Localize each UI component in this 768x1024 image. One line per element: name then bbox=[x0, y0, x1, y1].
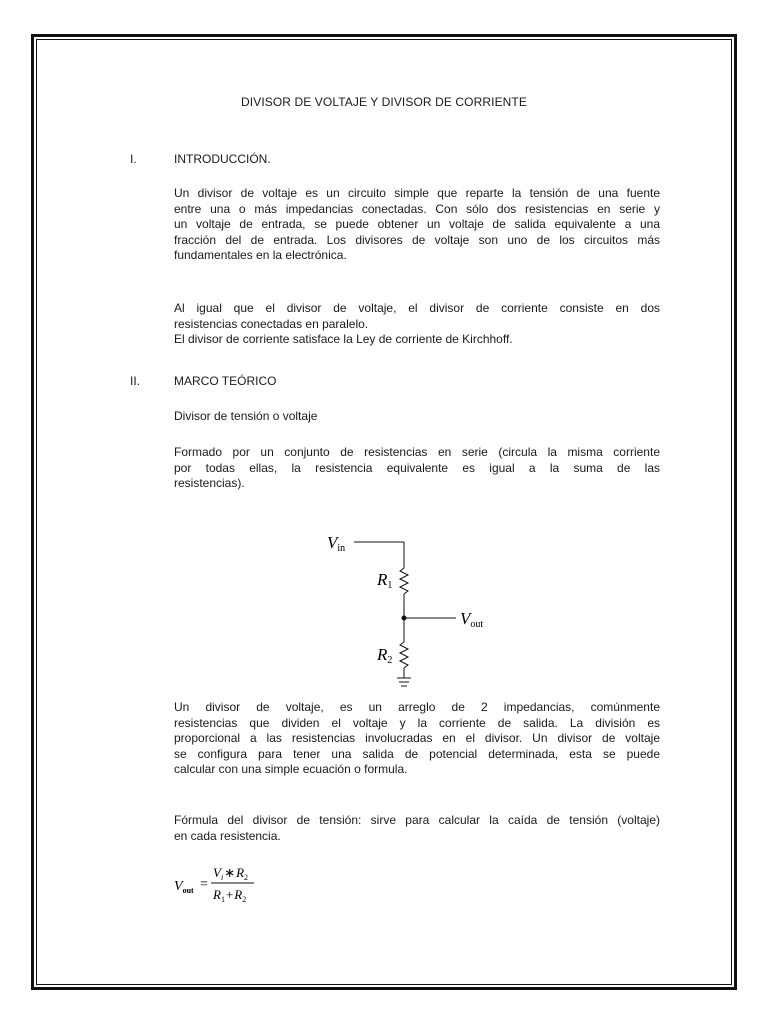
subheading-voltage-divider bbox=[174, 409, 660, 425]
theory-paragraph-1 bbox=[174, 445, 660, 492]
subheading-text: Divisor de tensión o voltaje bbox=[174, 409, 318, 423]
text-line: Formado por un conjunto de resistencias en serie (circula la misma corriente bbox=[174, 445, 660, 459]
theory-paragraph-3 bbox=[174, 813, 660, 844]
section-1-title: INTRODUCCIÓN. bbox=[174, 152, 271, 166]
r1-resistor bbox=[400, 568, 408, 594]
text-line: resistencias). bbox=[174, 476, 245, 490]
formula-equals: = bbox=[200, 877, 208, 892]
theory-paragraph-2 bbox=[174, 700, 660, 778]
text-line: fundamentales en la electrónica. bbox=[174, 248, 347, 262]
document-title: DIVISOR DE VOLTAJE Y DIVISOR DE CORRIENTE bbox=[241, 95, 527, 109]
text-line: Al igual que el divisor de voltaje, el divisor de corriente consiste en dos bbox=[174, 301, 660, 315]
text-line: un voltaje de entrada, se puede obtener un voltaje de salida equivalente a una bbox=[174, 217, 660, 231]
section-2-number: II. bbox=[130, 374, 141, 388]
intro-paragraph-1 bbox=[174, 186, 660, 264]
r2-label: R2 bbox=[377, 645, 393, 666]
vin-label: Vin bbox=[327, 533, 346, 554]
intro-paragraph-2 bbox=[174, 301, 660, 348]
text-line: Fórmula del divisor de tensión: sirve para calcular la caída de tensión (voltaje) bbox=[174, 813, 660, 827]
voltage-divider-formula bbox=[170, 862, 370, 912]
formula-numerator: $V_i∗R_2$ bbox=[213, 865, 249, 882]
r1-label: R1 bbox=[377, 570, 393, 591]
text-line: en cada resistencia. bbox=[174, 828, 281, 843]
text-line: por todas ellas, la resistencia equivalente es igual a la suma de las bbox=[174, 460, 660, 475]
text-line: Un divisor de voltaje, es un arreglo de 2 impedancias, comúnmente bbox=[174, 700, 660, 714]
text-line: fracción del de entrada. Los divisores de voltaje son uno de los circuitos más bbox=[174, 232, 660, 247]
text-line: calcular con una simple ecuación o formula. bbox=[174, 762, 408, 776]
formula-denominator: $R_1+R_2$ bbox=[213, 887, 247, 904]
text-line: Un divisor de voltaje es un circuito simple que reparte la tensión de una fuente bbox=[174, 186, 660, 200]
r2-resistor bbox=[400, 642, 408, 668]
vout-label: Vout bbox=[460, 609, 484, 630]
text-line: resistencias conectadas en paralelo. bbox=[174, 316, 369, 331]
section-2-title: MARCO TEÓRICO bbox=[174, 374, 277, 388]
voltage-divider-circuit bbox=[0, 530, 768, 690]
formula-lhs: $V_{out}$ bbox=[174, 879, 194, 895]
section-1-number: I. bbox=[130, 152, 137, 166]
text-line: entre una o más impedancias conectadas. Con sólo dos resistencias en serie y bbox=[174, 201, 660, 216]
text-line: proporcional a las resistencias involucradas en el divisor. Un divisor de voltaje bbox=[174, 731, 660, 745]
text-line: El divisor de corriente satisface la Ley de corriente de Kirchhoff. bbox=[174, 332, 513, 346]
node-junction bbox=[402, 616, 407, 621]
text-line: se configura para tener una salida de potencial determinada, esta se puede bbox=[174, 746, 660, 761]
text-line: resistencias que dividen el voltaje y la corriente de salida. La división es bbox=[174, 715, 660, 730]
